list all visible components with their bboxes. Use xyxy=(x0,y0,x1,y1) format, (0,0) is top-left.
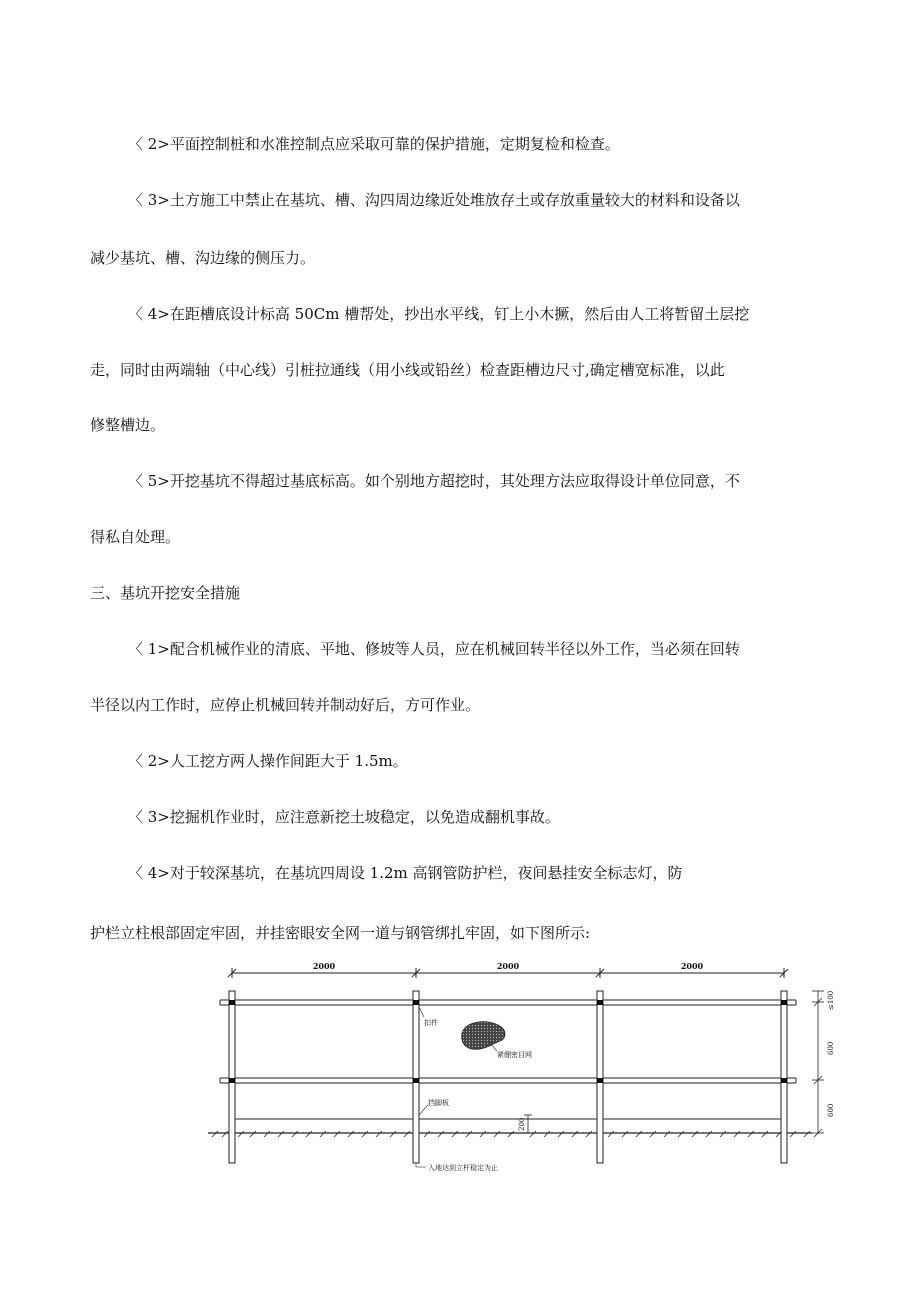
section-3-item-3: 〈 3>挖掘机作业时，应注意新挖土坡稳定，以免造成翻机事故。 xyxy=(128,808,560,826)
toeboard-label: 挡脚板 xyxy=(428,1099,449,1107)
section-3-item-2: 〈 2>人工挖方两人操作间距大于 1.5m。 xyxy=(128,752,408,770)
section-3-item-1-line-1: 〈 1>配合机械作业的清底、平地、修坡等人员，应在机械回转半径以外工作，当必须在回转 xyxy=(128,640,740,658)
safety-net-swatch xyxy=(462,1022,505,1050)
span-label-1: 2000 xyxy=(312,961,336,971)
net-label: 紧绷密目网 xyxy=(497,1051,532,1059)
span-label-2: 2000 xyxy=(496,961,520,971)
dimension-top: ≤100 xyxy=(827,990,835,1010)
post-1 xyxy=(229,991,235,1163)
embedment-label: 入地达到立杆稳定为止 xyxy=(428,1164,498,1172)
dimension-middle: 600 xyxy=(827,1041,835,1055)
section-3-item-4-line-2: 护栏立柱根部固定牢固，并挂密眼安全网一道与钢管绑扎牢固，如下图所示: xyxy=(90,924,591,942)
dimension-toeboard: 200 xyxy=(518,1117,526,1131)
paragraph-5-line-1: 〈 5>开挖基坑不得超过基底标高。如个别地方超挖时，其处理方法应取得设计单位同意，不 xyxy=(128,472,740,490)
paragraph-2: 〈 2>平面控制桩和水准控制点应采取可靠的保护措施，定期复检和检查。 xyxy=(128,135,620,153)
paragraph-5-line-2: 得私自处理。 xyxy=(90,528,181,546)
span-label-3: 2000 xyxy=(680,961,704,971)
post-2 xyxy=(413,991,419,1163)
paragraph-4-line-1: 〈 4>在距槽底设计标高 50Cm 槽帮处，抄出水平线，钉上小木撅，然后由人工将暂留土层挖 xyxy=(128,305,750,323)
section-3-heading: 三、基坑开挖安全措施 xyxy=(90,584,241,602)
section-3-item-1-line-2: 半径以内工作时，应停止机械回转并制动好后，方可作业。 xyxy=(90,696,481,714)
height-dimensions xyxy=(812,991,824,1137)
clamp-label: 扣件 xyxy=(424,1019,438,1027)
guardrail-diagram xyxy=(0,955,920,1175)
dimension-lower: 600 xyxy=(827,1103,835,1117)
section-3-item-4-line-1: 〈 4>对于较深基坑，在基坑四周设 1.2m 高钢管防护栏，夜间悬挂安全标志灯，防 xyxy=(128,864,683,882)
paragraph-4-line-2: 走，同时由两端轴（中心线）引桩拉通线（用小线或铅丝）检查距槽边尺寸,确定槽宽标准，以此 xyxy=(90,361,725,379)
post-4 xyxy=(781,991,787,1163)
clamp-markers xyxy=(229,1000,787,1083)
paragraph-3-line-1: 〈 3>土方施工中禁止在基坑、槽、沟四周边缘近处堆放存土或存放重量较大的材料和设备以 xyxy=(128,191,740,209)
middle-rail xyxy=(220,1078,796,1083)
ground-hatch xyxy=(212,1131,810,1137)
post-3 xyxy=(597,991,603,1163)
top-rail xyxy=(220,1000,796,1005)
paragraph-4-line-3: 修整槽边。 xyxy=(90,416,166,434)
paragraph-3-line-2: 减少基坑、槽、沟边缘的侧压力。 xyxy=(90,249,316,267)
